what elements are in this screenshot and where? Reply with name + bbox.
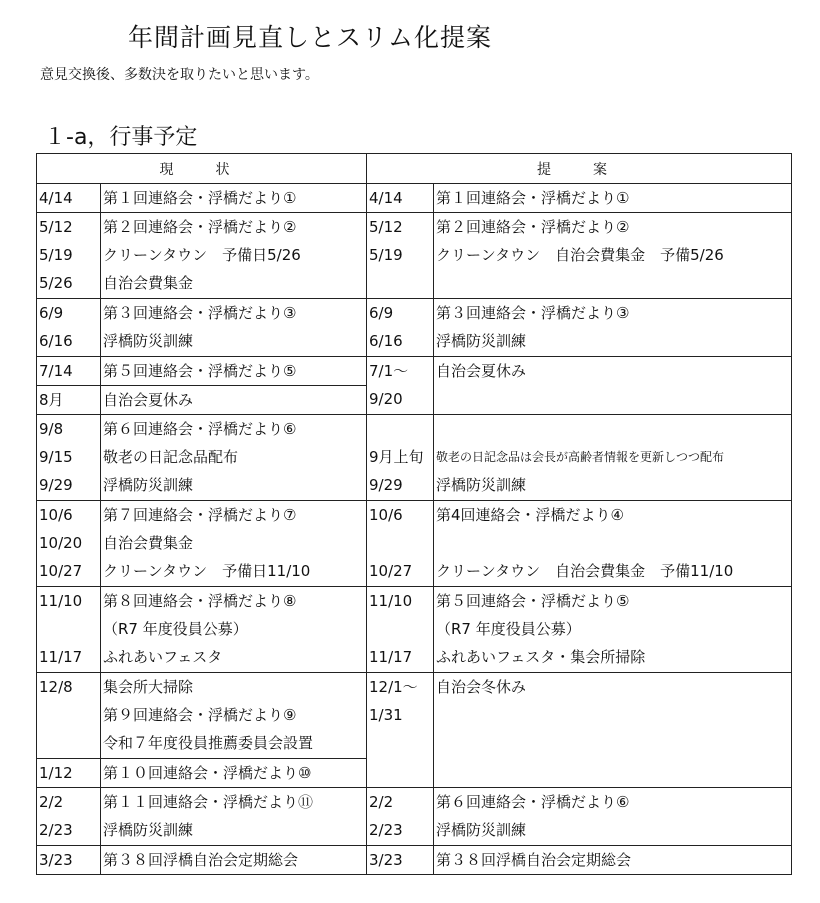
event-text: 第６回連絡会・浮橋だより⑥ (436, 793, 630, 811)
event-text: 浮橋防災訓練 (103, 821, 194, 839)
table-row (37, 415, 792, 501)
table-row (37, 587, 792, 673)
event-text: 敬老の日記念品は会長が高齢者情報を更新しつつ配布 (436, 450, 725, 465)
event-text: 浮橋防災訓練 (436, 821, 527, 839)
current-date-cell (37, 356, 101, 385)
event-text: 第３８回浮橋自治会定期総会 (436, 850, 632, 869)
date-text: 1/31 (369, 705, 403, 724)
event-text: クリーンタウン 自治会費集金 予備5/26 (436, 246, 724, 265)
event-text: 自治会夏休み (103, 391, 194, 409)
event-text: 浮橋防災訓練 (436, 332, 527, 351)
date-text: 3/23 (39, 850, 73, 869)
date-text: 6/16 (369, 332, 403, 351)
date-text: 5/26 (39, 274, 73, 293)
event-text: （R7 年度役員公募） (436, 620, 581, 638)
header-current: 現 状 (37, 154, 367, 184)
proposal-date-cell (367, 845, 434, 874)
date-text: 2/2 (369, 793, 394, 811)
event-text: クリーンタウン 予備日5/26 (103, 246, 301, 265)
current-event-cell (101, 587, 367, 673)
event-text: 第１回連絡会・浮橋だより① (103, 189, 297, 207)
date-text (37, 615, 100, 643)
header-proposal: 提 案 (367, 154, 792, 184)
proposal-date-cell (367, 415, 434, 501)
event-text: ふれあいフェスタ・集会所掃除 (436, 648, 646, 666)
current-event-cell (101, 788, 367, 846)
event-text: 浮橋防災訓練 (103, 332, 194, 351)
current-event-cell (101, 299, 367, 357)
date-text: 11/17 (39, 648, 83, 666)
table-row (37, 845, 792, 874)
event-text (434, 415, 791, 443)
date-text: 5/12 (369, 218, 403, 237)
event-text: クリーンタウン 自治会費集金 予備11/10 (436, 562, 734, 581)
proposal-date-cell (367, 788, 434, 846)
current-date-cell (37, 386, 101, 415)
date-text: 9/20 (369, 389, 403, 408)
current-event-cell (101, 845, 367, 874)
proposal-event-cell (434, 356, 792, 415)
date-text: 3/23 (369, 850, 403, 869)
event-text: 敬老の日記念品配布 (103, 448, 239, 467)
table-row (37, 672, 792, 758)
date-text: 10/6 (369, 506, 403, 525)
proposal-event-cell (434, 672, 792, 787)
proposal-date-cell (367, 184, 434, 213)
event-text: 第９回連絡会・浮橋だより⑨ (103, 705, 297, 724)
proposal-event-cell (434, 587, 792, 673)
date-text: 10/27 (39, 562, 83, 581)
table-row (37, 299, 792, 357)
proposal-date-cell (367, 356, 434, 415)
date-text: 7/14 (39, 361, 73, 380)
proposal-event-cell (434, 501, 792, 587)
event-text: 第５回連絡会・浮橋だより⑤ (103, 361, 297, 380)
date-text: 10/27 (369, 562, 413, 581)
event-text: （R7 年度役員公募） (103, 620, 248, 638)
event-text: 第4回連絡会・浮橋だより④ (436, 506, 624, 525)
event-text: 自治会費集金 (103, 274, 194, 293)
current-event-cell (101, 386, 367, 415)
date-text: 9/29 (369, 476, 403, 495)
current-event-cell (101, 415, 367, 501)
proposal-event-cell (434, 788, 792, 846)
event-text: 第６回連絡会・浮橋だより⑥ (103, 420, 297, 439)
date-text: 10/20 (39, 534, 83, 553)
table-row (37, 788, 792, 846)
current-date-cell (37, 758, 101, 787)
date-text: 2/23 (369, 821, 403, 839)
date-text: 11/17 (369, 648, 413, 666)
proposal-date-cell (367, 672, 434, 787)
date-text: 7/1～ (369, 361, 409, 380)
table-row (37, 213, 792, 299)
proposal-event-cell (434, 184, 792, 213)
current-date-cell (37, 213, 101, 299)
event-text: 第７回連絡会・浮橋だより⑦ (103, 506, 297, 525)
date-text: 6/16 (39, 332, 73, 351)
table-row (37, 501, 792, 587)
proposal-event-cell (434, 299, 792, 357)
event-text: 浮橋防災訓練 (436, 476, 527, 495)
event-text: 第２回連絡会・浮橋だより② (103, 218, 297, 237)
event-text: 自治会費集金 (103, 534, 194, 553)
proposal-event-cell (434, 415, 792, 501)
date-text: 12/8 (39, 677, 73, 696)
event-text: 浮橋防災訓練 (103, 476, 194, 495)
proposal-event-cell (434, 845, 792, 874)
proposal-date-cell (367, 213, 434, 299)
event-text: 第５回連絡会・浮橋だより⑤ (436, 592, 630, 610)
date-text: 12/1～ (369, 677, 418, 696)
date-text: 5/12 (39, 218, 73, 237)
current-date-cell (37, 501, 101, 587)
proposal-date-cell (367, 501, 434, 587)
date-text: 2/2 (39, 793, 64, 811)
event-text: ふれあいフェスタ (103, 648, 223, 666)
event-text: 自治会冬休み (436, 677, 527, 696)
date-text: 9/29 (39, 476, 73, 495)
event-text: 第１回連絡会・浮橋だより① (436, 189, 630, 207)
event-text: クリーンタウン 予備日11/10 (103, 562, 311, 581)
current-date-cell (37, 184, 101, 213)
date-text: 4/14 (39, 189, 73, 207)
date-text (367, 529, 433, 557)
date-text: 6/9 (39, 304, 64, 323)
date-text: 4/14 (369, 189, 403, 207)
current-date-cell (37, 299, 101, 357)
current-event-cell (101, 501, 367, 587)
date-text: 6/9 (369, 304, 394, 323)
event-text: 第１１回連絡会・浮橋だより⑪ (103, 793, 314, 811)
event-text: 第１０回連絡会・浮橋だより⑩ (103, 763, 312, 782)
current-date-cell (37, 845, 101, 874)
current-date-cell (37, 587, 101, 673)
table-header-row (37, 154, 792, 184)
current-event-cell (101, 758, 367, 787)
current-date-cell (37, 415, 101, 501)
event-text: 集会所大掃除 (103, 677, 194, 696)
date-text: 5/19 (369, 246, 403, 265)
current-event-cell (101, 184, 367, 213)
current-event-cell (101, 213, 367, 299)
date-text (367, 415, 433, 443)
section-heading: １-a，行事予定 (44, 125, 198, 150)
event-text: 第３回連絡会・浮橋だより③ (103, 304, 297, 323)
page-title: 年間計画見直しとスリム化提案 (128, 23, 493, 52)
current-event-cell (101, 672, 367, 758)
table-row (37, 184, 792, 213)
event-text (434, 529, 791, 557)
date-text (37, 701, 100, 729)
schedule-table (36, 153, 792, 875)
date-text: 11/10 (39, 592, 83, 610)
proposal-date-cell (367, 587, 434, 673)
date-text: 9月上旬 (369, 448, 424, 467)
date-text: 1/12 (39, 763, 73, 782)
page-subtitle: 意見交換後、多数決を取りたいと思います。 (40, 67, 319, 83)
current-date-cell (37, 788, 101, 846)
date-text: 2/23 (39, 821, 73, 839)
current-event-cell (101, 356, 367, 385)
date-text: 10/6 (39, 506, 73, 525)
event-text: 第２回連絡会・浮橋だより② (436, 218, 630, 237)
table-row (37, 356, 792, 385)
date-text: 9/8 (39, 420, 64, 439)
event-text: 第３８回浮橋自治会定期総会 (103, 850, 299, 869)
date-text: 9/15 (39, 448, 73, 467)
current-date-cell (37, 672, 101, 758)
event-text: 第３回連絡会・浮橋だより③ (436, 304, 630, 323)
event-text: 自治会夏休み (436, 361, 527, 380)
date-text: 8月 (39, 391, 64, 409)
date-text (37, 729, 100, 757)
date-text: 5/19 (39, 246, 73, 265)
proposal-date-cell (367, 299, 434, 357)
proposal-event-cell (434, 213, 792, 299)
event-text: 令和７年度役員推薦委員会設置 (103, 733, 314, 752)
date-text (367, 615, 433, 643)
event-text: 第８回連絡会・浮橋だより⑧ (103, 592, 297, 610)
date-text: 11/10 (369, 592, 413, 610)
